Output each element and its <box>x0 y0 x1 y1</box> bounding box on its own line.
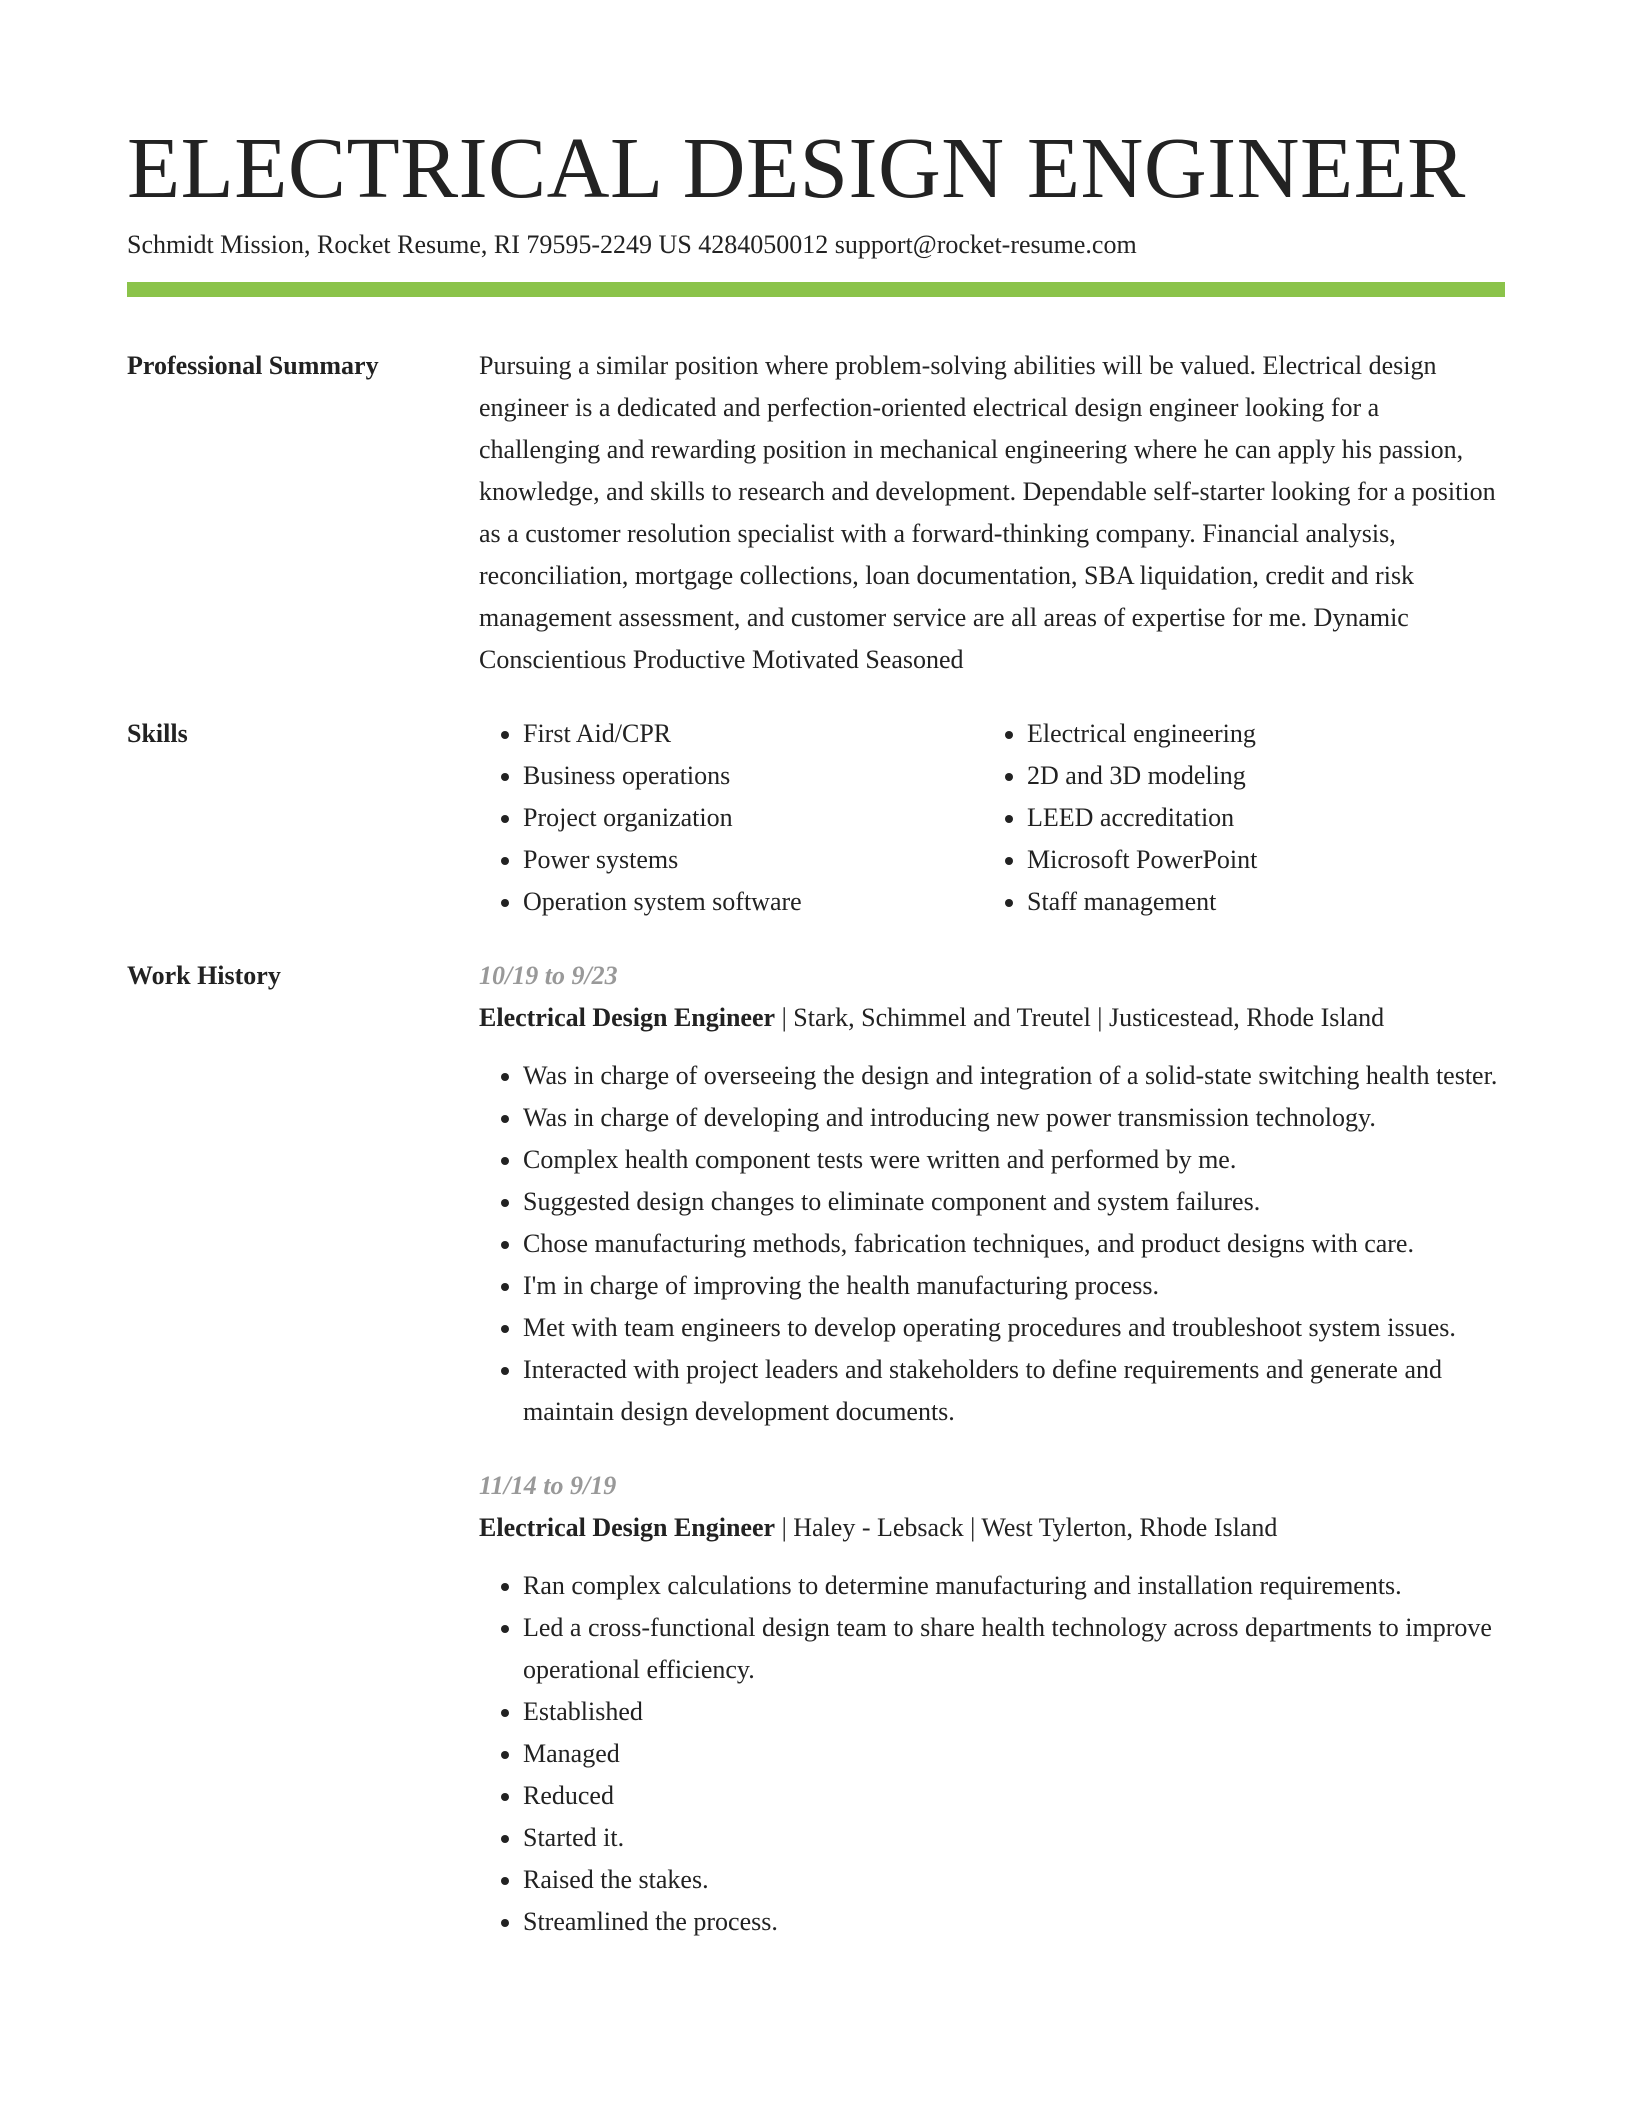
resume-title: ELECTRICAL DESIGN ENGINEER <box>127 119 1466 216</box>
skills-list-left <box>479 713 983 923</box>
skill-item: • Electrical engineering <box>1027 713 1487 755</box>
job-bullet: • Raised the stakes. <box>523 1859 1505 1901</box>
skill-item: • Microsoft PowerPoint <box>1027 839 1487 881</box>
skill-item: • Operation system software <box>523 881 983 923</box>
work-body <box>479 955 1505 1943</box>
header-divider <box>127 282 1505 297</box>
job-bullet: • Streamlined the process. <box>523 1901 1505 1943</box>
professional-summary-section <box>127 345 1505 681</box>
job-bullet: • Interacted with project leaders and stakeholders to define requirements and generate and maintain design development documents. <box>523 1349 1505 1433</box>
summary-body <box>479 345 1505 681</box>
section-label-work: Work History <box>127 961 281 990</box>
skill-item: • Project organization <box>523 797 983 839</box>
job-entry <box>479 1465 1505 1943</box>
job-bullet: • Started it. <box>523 1817 1505 1859</box>
contact-line <box>127 228 1505 262</box>
job-bullet: • Reduced <box>523 1775 1505 1817</box>
job-responsibilities <box>479 1055 1505 1433</box>
contact-email: support@rocket-resume.com <box>834 230 1137 259</box>
job-bullet: • Complex health component tests were written and performed by me. <box>523 1139 1505 1181</box>
job-bullet: • Led a cross-functional design team to share health technology across departments to improve operational efficiency. <box>523 1607 1505 1691</box>
skill-item: • Power systems <box>523 839 983 881</box>
section-label-skills: Skills <box>127 719 188 748</box>
job-employer-location: | Haley - Lebsack | West Tylerton, Rhode Island <box>775 1513 1278 1542</box>
job-employer-location: | Stark, Schimmel and Treutel | Justicestead, Rhode Island <box>775 1003 1385 1032</box>
skills-body <box>479 713 1505 923</box>
contact-phone: 4284050012 <box>698 230 829 259</box>
skills-list-right <box>983 713 1487 923</box>
contact-address: Schmidt Mission, Rocket Resume, RI 79595-2249 US <box>127 230 692 259</box>
job-bullet: • Established <box>523 1691 1505 1733</box>
job-title: Electrical Design Engineer <box>479 1513 776 1542</box>
job-bullet: • Met with team engineers to develop operating procedures and troubleshoot system issues. <box>523 1307 1505 1349</box>
skill-item: • Staff management <box>1027 881 1487 923</box>
skills-columns <box>479 713 1505 923</box>
job-entry <box>479 955 1505 1433</box>
job-heading <box>479 997 1505 1039</box>
job-title: Electrical Design Engineer <box>479 1003 776 1032</box>
job-bullet: • Ran complex calculations to determine manufacturing and installation requirements. <box>523 1565 1505 1607</box>
skill-item: • Business operations <box>523 755 983 797</box>
job-bullet: • Was in charge of overseeing the design and integration of a solid-state switching health tester. <box>523 1055 1505 1097</box>
skills-section <box>127 713 1505 923</box>
job-dates: 10/19 to 9/23 <box>479 961 618 990</box>
job-bullet: • Chose manufacturing methods, fabrication techniques, and product designs with care. <box>523 1223 1505 1265</box>
work-history-section <box>127 955 1505 1943</box>
skill-item: • 2D and 3D modeling <box>1027 755 1487 797</box>
job-bullet: • Managed <box>523 1733 1505 1775</box>
skill-item: • LEED accreditation <box>1027 797 1487 839</box>
job-responsibilities <box>479 1565 1505 1943</box>
resume-page <box>127 118 1505 1943</box>
job-bullet: • I'm in charge of improving the health manufacturing process. <box>523 1265 1505 1307</box>
job-heading <box>479 1507 1505 1549</box>
skill-item: • First Aid/CPR <box>523 713 983 755</box>
section-label-summary: Professional Summary <box>127 351 379 380</box>
job-bullet: • Suggested design changes to eliminate component and system failures. <box>523 1181 1505 1223</box>
summary-text: Pursuing a similar position where problem-solving abilities will be valued. Electrical design engineer is a dedicated and perfection-oriented electrical design engineer looking for a challenging and rewarding position in mechanical engineering where he can apply his passion, knowledge, and skills to research and development. Dependable self-starter looking for a position as a customer resolution specialist with a forward-thinking company. Financial analysis, reconciliation, mortgage collections, loan documentation, SBA liquidation, credit and risk management assessment, and customer service are all areas of expertise for me. Dynamic Conscientious Productive Motivated Seasoned <box>479 351 1496 674</box>
job-bullet: • Was in charge of developing and introducing new power transmission technology. <box>523 1097 1505 1139</box>
job-dates: 11/14 to 9/19 <box>479 1471 617 1500</box>
